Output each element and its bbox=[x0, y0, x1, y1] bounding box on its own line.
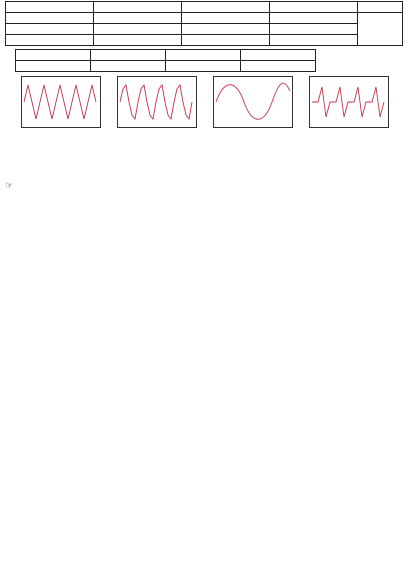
table-header-cell bbox=[358, 2, 403, 13]
table-cell bbox=[91, 50, 166, 61]
cursor-icon: ☞ bbox=[5, 182, 14, 191]
table-cell bbox=[6, 35, 94, 46]
table-cell bbox=[241, 61, 316, 72]
table-cell bbox=[270, 13, 358, 24]
table-cell bbox=[270, 24, 358, 35]
table-cell bbox=[182, 13, 270, 24]
table-row bbox=[16, 50, 316, 61]
table-cell bbox=[182, 35, 270, 46]
table-cell bbox=[241, 50, 316, 61]
table-row bbox=[6, 13, 403, 24]
table-cell bbox=[166, 50, 241, 61]
table-header-cell bbox=[94, 2, 182, 13]
loudness-method-cell bbox=[358, 13, 403, 46]
table-header-cell bbox=[182, 2, 270, 13]
table-cell bbox=[6, 24, 94, 35]
instrument-table bbox=[5, 1, 403, 46]
table-cell bbox=[94, 24, 182, 35]
waveform-ding bbox=[309, 76, 389, 128]
table-header-cell bbox=[6, 2, 94, 13]
frequency-explanation-cont bbox=[5, 182, 408, 192]
table-cell bbox=[16, 61, 91, 72]
table-header-row bbox=[6, 2, 403, 13]
waveform-table bbox=[15, 49, 316, 72]
document-page bbox=[5, 0, 408, 198]
table-cell bbox=[6, 13, 94, 24]
table-row bbox=[16, 61, 316, 72]
table-cell bbox=[94, 13, 182, 24]
table-cell bbox=[91, 61, 166, 72]
table-cell bbox=[270, 35, 358, 46]
table-row bbox=[6, 24, 403, 35]
waveform-jia bbox=[21, 76, 101, 128]
waveform-yi bbox=[117, 76, 197, 128]
table-row bbox=[6, 35, 403, 46]
table-cell bbox=[166, 61, 241, 72]
waveform-figures bbox=[5, 76, 408, 138]
waveform-bing bbox=[213, 76, 293, 128]
table-cell bbox=[182, 24, 270, 35]
frequency-diagram bbox=[5, 140, 408, 176]
table-cell bbox=[94, 35, 182, 46]
table-header-cell bbox=[270, 2, 358, 13]
table-cell bbox=[16, 50, 91, 61]
